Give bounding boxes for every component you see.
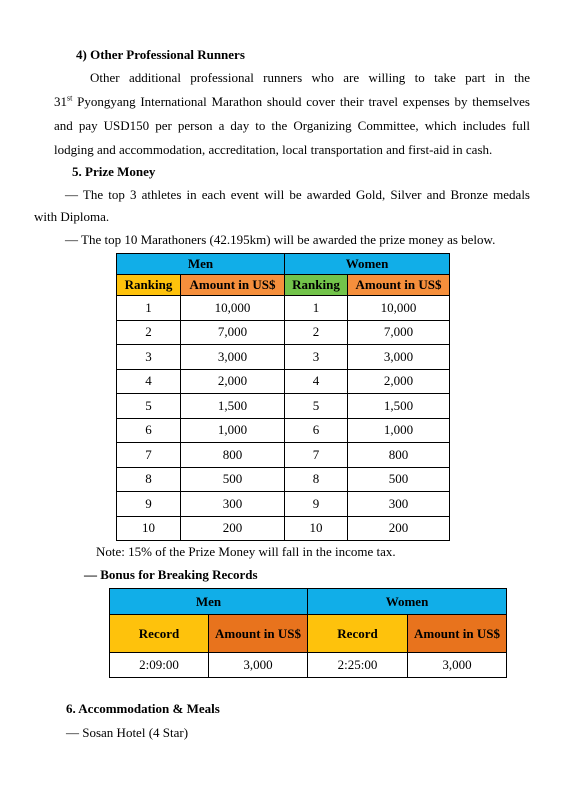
table-row xyxy=(117,467,450,492)
bonus-women-amount: 3,000 xyxy=(408,653,507,678)
section-5-line-2: with Diploma. xyxy=(34,209,110,224)
prize-women-amount: 800 xyxy=(348,443,450,468)
prize-col-men-amount: Amount in US$ xyxy=(181,275,285,296)
table-row xyxy=(117,296,450,321)
section-5-heading: 5. Prize Money xyxy=(72,164,156,179)
prize-header-women: Women xyxy=(285,254,450,275)
table-row xyxy=(117,492,450,517)
prize-women-rank: 2 xyxy=(285,320,348,345)
prize-men-amount: 1,500 xyxy=(181,394,285,419)
prize-men-amount: 10,000 xyxy=(181,296,285,321)
bonus-men-amount: 3,000 xyxy=(209,653,308,678)
table-row xyxy=(117,369,450,394)
prize-men-amount: 800 xyxy=(181,443,285,468)
prize-men-amount: 7,000 xyxy=(181,320,285,345)
prize-women-amount: 500 xyxy=(348,467,450,492)
table-row xyxy=(117,418,450,443)
prize-women-rank: 8 xyxy=(285,467,348,492)
prize-women-amount: 10,000 xyxy=(348,296,450,321)
bonus-heading: — Bonus for Breaking Records xyxy=(84,567,258,582)
prize-men-rank: 1 xyxy=(117,296,181,321)
section-4-heading: 4) Other Professional Runners xyxy=(76,47,245,62)
bonus-header-men: Men xyxy=(110,589,308,615)
prize-women-rank: 5 xyxy=(285,394,348,419)
tax-note: Note: 15% of the Prize Money will fall in the income tax. xyxy=(96,544,396,559)
prize-men-amount: 300 xyxy=(181,492,285,517)
bonus-table xyxy=(109,588,507,678)
bonus-header-women: Women xyxy=(308,589,507,615)
section-4-line-2: 31st Pyongyang International Marathon should cover their travel expenses by themselves xyxy=(54,93,530,109)
table-row xyxy=(117,516,450,541)
prize-men-rank: 9 xyxy=(117,492,181,517)
prize-women-amount: 2,000 xyxy=(348,369,450,394)
prize-women-amount: 7,000 xyxy=(348,320,450,345)
prize-women-rank: 6 xyxy=(285,418,348,443)
section-4-line-1: Other additional professional runners who are willing to take part in the xyxy=(90,70,530,85)
prize-men-amount: 200 xyxy=(181,516,285,541)
table-row xyxy=(117,394,450,419)
prize-men-rank: 4 xyxy=(117,369,181,394)
prize-men-rank: 6 xyxy=(117,418,181,443)
bonus-col-men-amount: Amount in US$ xyxy=(209,615,308,653)
prize-men-rank: 3 xyxy=(117,345,181,370)
prize-women-rank: 1 xyxy=(285,296,348,321)
section-4-line-4: lodging and accommodation, accreditation, local transportation and first-aid in cash. xyxy=(54,142,493,157)
bonus-col-women-amount: Amount in US$ xyxy=(408,615,507,653)
prize-women-rank: 9 xyxy=(285,492,348,517)
table-row xyxy=(117,443,450,468)
bonus-col-men-record: Record xyxy=(110,615,209,653)
prize-women-amount: 300 xyxy=(348,492,450,517)
prize-men-amount: 3,000 xyxy=(181,345,285,370)
prize-women-rank: 3 xyxy=(285,345,348,370)
prize-women-rank: 10 xyxy=(285,516,348,541)
section-6-heading: 6. Accommodation & Meals xyxy=(66,701,220,716)
table-row xyxy=(117,345,450,370)
prize-header-men: Men xyxy=(117,254,285,275)
prize-women-amount: 3,000 xyxy=(348,345,450,370)
prize-men-rank: 5 xyxy=(117,394,181,419)
prize-men-rank: 10 xyxy=(117,516,181,541)
prize-col-women-ranking: Ranking xyxy=(285,275,348,296)
bonus-women-record: 2:25:00 xyxy=(308,653,408,678)
prize-men-amount: 500 xyxy=(181,467,285,492)
prize-men-amount: 1,000 xyxy=(181,418,285,443)
section-5-line-3: — The top 10 Marathoners (42.195km) will be awarded the prize money as below. xyxy=(65,232,496,247)
prize-men-rank: 7 xyxy=(117,443,181,468)
prize-women-rank: 4 xyxy=(285,369,348,394)
prize-men-amount: 2,000 xyxy=(181,369,285,394)
prize-col-women-amount: Amount in US$ xyxy=(348,275,450,296)
bonus-men-record: 2:09:00 xyxy=(110,653,209,678)
section-6-line-1: — Sosan Hotel (4 Star) xyxy=(66,725,189,740)
section-5-line-1: — The top 3 athletes in each event will be awarded Gold, Silver and Bronze medals xyxy=(65,187,530,202)
prize-women-amount: 200 xyxy=(348,516,450,541)
section-4-line-3: and pay USD150 per person a day to the Organizing Committee, which includes full xyxy=(54,118,530,133)
table-row xyxy=(117,320,450,345)
prize-women-amount: 1,000 xyxy=(348,418,450,443)
prize-men-rank: 2 xyxy=(117,320,181,345)
prize-women-amount: 1,500 xyxy=(348,394,450,419)
prize-col-men-ranking: Ranking xyxy=(117,275,181,296)
prize-men-rank: 8 xyxy=(117,467,181,492)
prize-women-rank: 7 xyxy=(285,443,348,468)
prize-money-table xyxy=(116,253,450,541)
bonus-col-women-record: Record xyxy=(308,615,408,653)
